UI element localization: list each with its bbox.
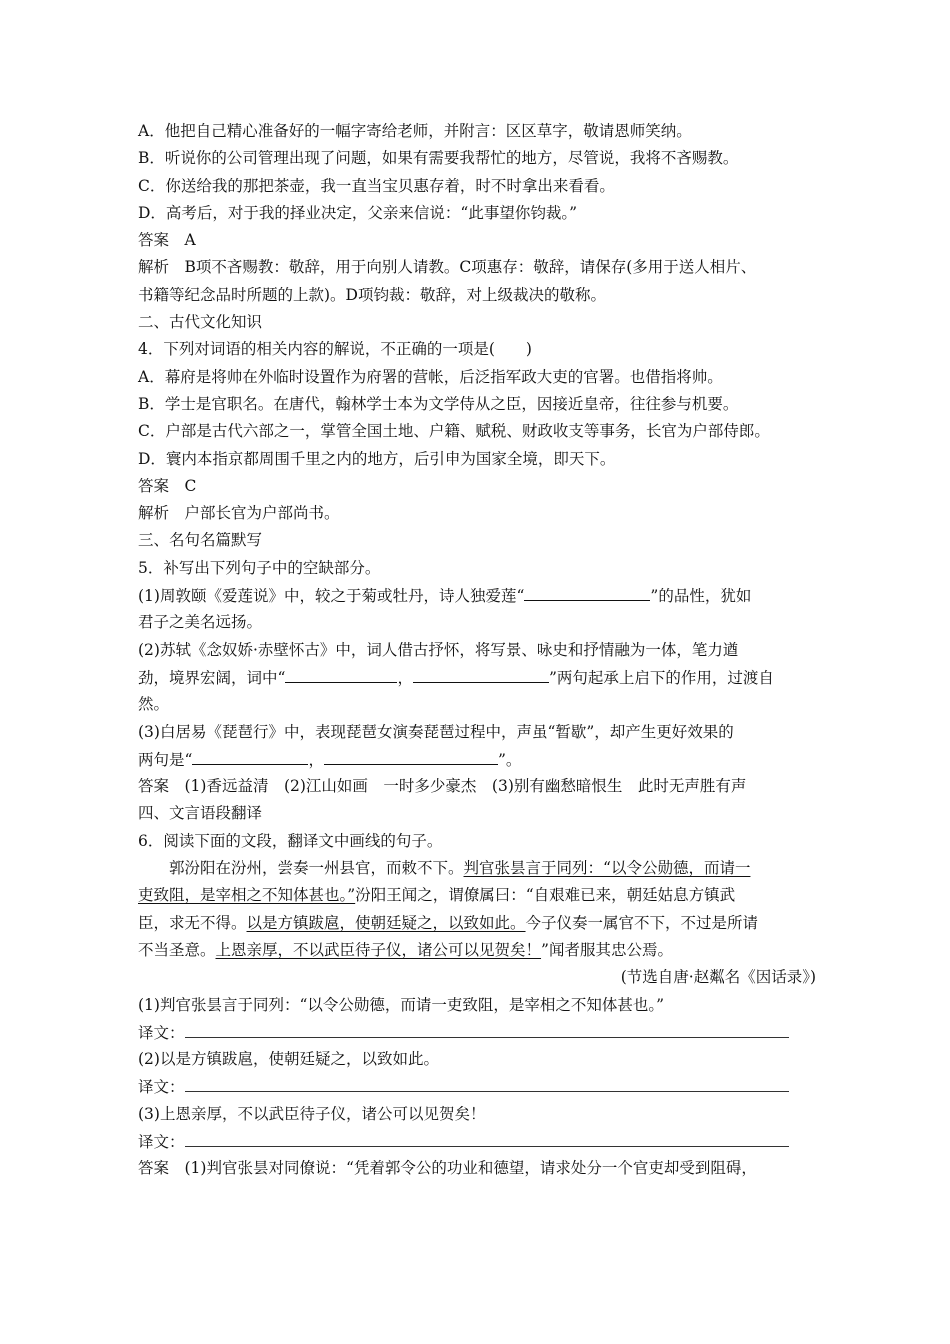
q4-analysis: 解析 户部长官为户部尚书。 [138, 504, 340, 523]
q4-option-b: B．学士是官职名。在唐代，翰林学士本为文学侍从之臣，因接近皇帝，往往参与机要。 [138, 394, 739, 413]
q5-stem: 5．补写出下列句子中的空缺部分。 [138, 558, 381, 577]
translation-line-3 [138, 1128, 818, 1155]
q5-item-2-line-3: 然。 [138, 695, 170, 714]
q4-option-c: C．户部是古代六部之一，掌管全国土地、户籍、赋税、财政收支等事务，长官为户部侍郎。 [138, 422, 770, 441]
translation-line-2 [138, 1073, 818, 1100]
passage-text: 汾阳王闻之，谓僚属曰：“自艰难已来，朝廷姑息方镇武 [355, 886, 736, 905]
answer-line [185, 1073, 789, 1092]
passage-text: ”闻者服其忠公焉。 [541, 940, 673, 959]
fill-blank [324, 746, 498, 765]
translate-item-3: (3)上恩亲厚，不以武臣待子仪，诸公可以见贺矣！ [138, 1104, 486, 1123]
q4-answer: 答案 C [138, 476, 197, 495]
fill-blank [413, 664, 549, 683]
translation-line-1 [138, 1019, 818, 1046]
q3-answer: 答案 A [138, 231, 196, 250]
passage-line-2 [138, 882, 818, 909]
underlined-sentence: 判官张昙言于同列：“以令公勋德，而请一 [463, 859, 751, 878]
q5-answer: 答案 (1)香远益清 (2)江山如画 一时多少豪杰 (3)别有幽愁暗恨生 此时无声胜有声 [138, 777, 747, 796]
q5-item-2-line-2 [138, 664, 818, 691]
q5-item-1-text-end: ”的品性，犹如 [650, 587, 752, 606]
passage-line-3 [138, 910, 818, 937]
q3-option-a: A．他把自己精心准备好的一幅字寄给老师，并附言：区区草字，敬请恩师笑纳。 [138, 122, 692, 140]
q5-item-2-line-1: (2)苏轼《念奴娇·赤壁怀古》中，词人借古抒怀，将写景、咏史和抒情融为一体，笔力遒 [138, 640, 739, 659]
q5-item-3-line-1: (3)白居易《琵琶行》中，表现琵琶女演奏琵琶过程中，声虽“暂歇”，却产生更好效果的 [138, 722, 734, 741]
fill-blank [192, 746, 308, 765]
translation-label: 译文： [138, 1023, 185, 1042]
q5-item-1-text: (1)周敦颐《爱莲说》中，较之于菊或牡丹，诗人独爱莲“ [138, 587, 525, 606]
answer-line [185, 1128, 789, 1147]
q5-item-2-separator: ， [397, 668, 413, 687]
q3-option-c: C．你送给我的那把茶壶，我一直当宝贝惠存着，时不时拿出来看看。 [138, 176, 615, 195]
passage-text: 郭汾阳在汾州，尝奏一州县官，而敕不下。 [169, 859, 464, 878]
q3-analysis-line-2: 书籍等纪念品时所题的上款)。D项钧裁：敬辞，对上级裁决的敬称。 [138, 285, 606, 304]
underlined-sentence: 上恩亲厚，不以武臣待子仪，诸公可以见贺矣！ [215, 940, 542, 959]
translate-item-2: (2)以是方镇跋扈，使朝廷疑之，以致如此。 [138, 1050, 439, 1069]
q4-option-a: A．幕府是将帅在外临时设置作为府署的营帐，后泛指军政大吏的官署。也借指将帅。 [138, 367, 723, 386]
q6-stem: 6．阅读下面的文段，翻译文中画线的句子。 [138, 831, 443, 850]
q5-item-3-text: 两句是“ [138, 750, 193, 769]
translation-label: 译文： [138, 1078, 185, 1097]
passage-line-1 [138, 855, 818, 882]
q5-item-1-line-2: 君子之美名远扬。 [138, 613, 263, 632]
document-body [138, 118, 818, 1183]
answer-line [185, 1019, 789, 1038]
section-3-heading: 三、名句名篇默写 [138, 531, 263, 550]
q5-item-1-line-1 [138, 582, 818, 609]
section-2-heading: 二、古代文化知识 [138, 313, 263, 332]
q5-item-3-separator: ， [308, 750, 324, 769]
translate-item-1: (1)判官张昙言于同列：“以令公勋德，而请一吏致阻，是宰相之不知体甚也。” [138, 995, 665, 1014]
passage-source: (节选自唐·赵粼名《因话录》) [620, 968, 816, 987]
passage-line-4 [138, 937, 818, 964]
underlined-sentence: 吏致阻，是宰相之不知体甚也。” [138, 886, 356, 905]
fill-blank [524, 582, 650, 601]
q6-answer: 答案 (1)判官张昙对同僚说：“凭着郭令公的功业和德望，请求处分一个官吏却受到阻碍， [138, 1159, 757, 1178]
translation-label: 译文： [138, 1132, 185, 1151]
passage-text: 不当圣意。 [138, 940, 216, 959]
q3-option-b: B．听说你的公司管理出现了问题，如果有需要我帮忙的地方，尽管说，我将不吝赐教。 [138, 149, 739, 168]
q3-option-d: D．高考后，对于我的择业决定，父亲来信说：“此事望你钧裁。” [138, 203, 578, 222]
q5-item-3-line-2 [138, 746, 818, 773]
q5-item-2-text: 劲，境界宏阔，词中“ [138, 668, 286, 687]
q4-stem: 4．下列对词语的相关内容的解说，不正确的一项是( ) [138, 340, 532, 359]
section-4-heading: 四、文言语段翻译 [138, 804, 263, 823]
q4-option-d: D．寰内本指京都周围千里之内的地方，后引申为国家全境，即天下。 [138, 449, 616, 468]
passage-text: 今子仪奏一属官不下，不过是所请 [525, 913, 759, 932]
q5-item-3-text-end: ”。 [497, 750, 522, 769]
underlined-sentence: 以是方镇跋扈，使朝廷疑之，以致如此。 [246, 913, 526, 932]
fill-blank [285, 664, 397, 683]
q5-item-2-text-end: ”两句起承上启下的作用，过渡自 [548, 668, 774, 687]
passage-text: 臣，求无不得。 [138, 913, 247, 932]
q3-analysis-line-1: 解析 B项不吝赐教：敬辞，用于向别人请教。C项惠存：敬辞，请保存(多用于送人相片、 [138, 258, 757, 277]
